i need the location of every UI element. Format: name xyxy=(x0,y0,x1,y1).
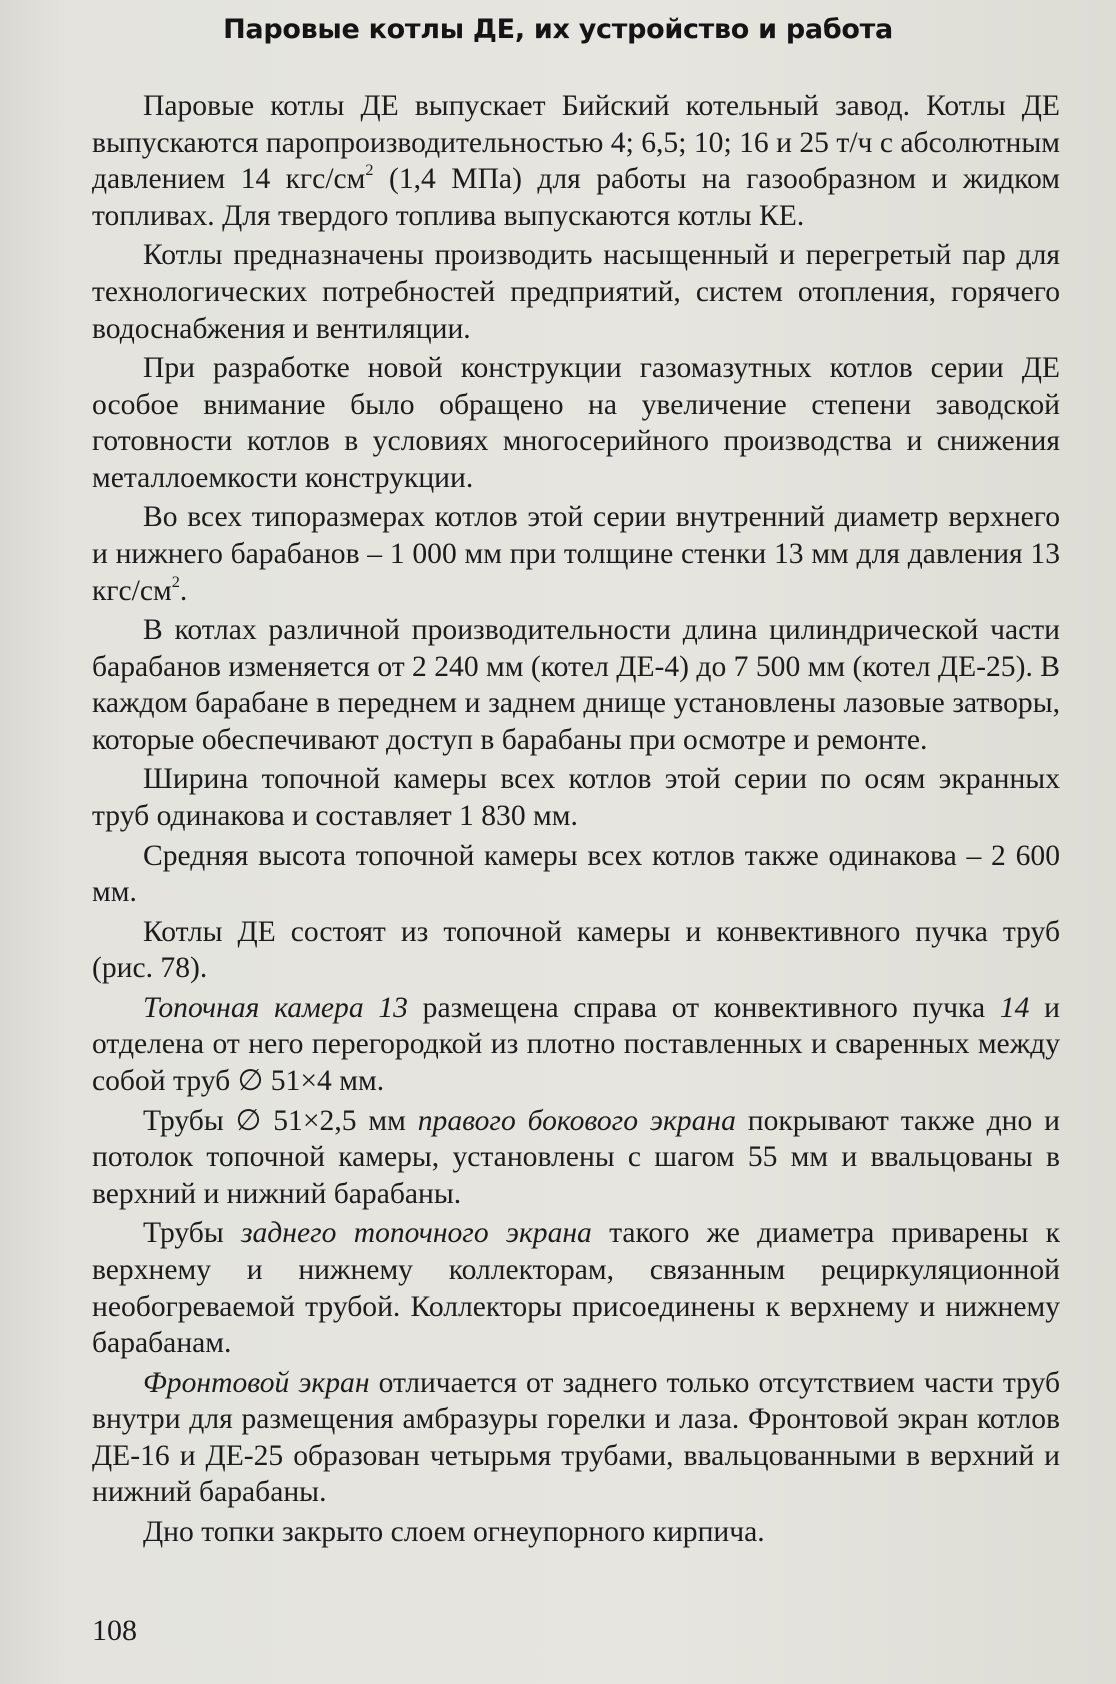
page-number: 108 xyxy=(92,1614,137,1647)
paragraph-13: Дно топки закрыто слоем огнеупорного кирпича. xyxy=(143,1516,765,1548)
paragraph-3: При разработке новой конструкции газомазутных котлов серии ДЕ особое внимание было обращено на увеличение степени заводской готовности котлов в условиях многосерийного производства и снижения металлоемкости конструкции. xyxy=(92,352,1060,494)
paragraph-4: Во всех типоразмерах котлов этой серии внутренний диаметр верхнего и нижнего барабанов – 1 000 мм при толщине стенки 13 мм для давления 13 кгс/$см^2$. xyxy=(92,501,1060,607)
paragraph-5: В котлах различной производительности длина цилиндрической части барабанов изменяется от 2 240 мм (котел ДЕ-4) до 7 500 мм (котел ДЕ-25). В каждом барабане в переднем и заднем днище установлены лазовые затворы, которые обеспечивают доступ в барабаны при осмотре и ремонте. xyxy=(92,614,1060,756)
italic-term: Фронтовой экран xyxy=(143,1366,370,1399)
superscript: 2 xyxy=(365,160,374,180)
paragraph-7: Средняя высота топочной камеры всех котлов также одинакова – 2 600 мм. xyxy=(92,839,1060,909)
italic-term: правого бокового экрана xyxy=(417,1104,736,1137)
italic-term: 14 xyxy=(999,991,1030,1024)
paragraph-10: Трубы ∅ 51×2,5 мм правого бокового экрана покрывают также дно и потолок топочной камеры, установлены с шагом 55 мм и ввальцованы в верхний и нижний барабаны. xyxy=(92,1104,1060,1210)
paragraph-11: Трубы заднего топочного экрана такого же диаметра приварены к верхнему и нижнему коллекторам, связанным рециркуляционной необогреваемой трубой. Коллекторы присоединены к верхнему и нижнему барабанам. xyxy=(92,1217,1060,1360)
paragraph-2: Котлы предназначены производить насыщенный и перегретый пар для технологических потребностей предприятий, систем отопления, горячего водоснабжения и вентиляции. xyxy=(92,239,1060,345)
italic-term: Топочная камера 13 xyxy=(143,991,408,1024)
paragraph-12: Фронтовой экран отличается от заднего только отсутствием части труб внутри для размещения амбразуры горелки и лаза. Фронтовой экран котлов ДЕ-16 и ДЕ-25 образован четырьмя трубами, ввальцованными в верхний и нижний барабаны. xyxy=(92,1366,1061,1509)
paragraph-1: Паровые котлы ДЕ выпускает Бийский котельный завод. Котлы ДЕ выпускаются паропроизводительностью 4; 6,5; 10; 16 и 25 т/ч с абсолютным давлением 14 кгс/$см^2$ (1,4 МПа) для работы на газообразном и жидком топливах. Для твердого топлива выпускаются котлы КЕ. xyxy=(92,90,1060,232)
paragraph-6: Ширина топочной камеры всех котлов этой серии по осям экранных труб одинакова и составляет 1 830 мм. xyxy=(92,763,1060,833)
superscript: 2 xyxy=(171,571,180,591)
italic-term: заднего топочного экрана xyxy=(240,1217,592,1250)
paragraph-9: Топочная камера 13 размещена справа от конвективного пучка 14 и отделена от него перегородкой из плотно поставленных и сваренных между собой труб ∅ 51×4 мм. xyxy=(92,991,1060,1098)
page-header: Паровые котлы ДЕ, их устройство и работа xyxy=(223,14,893,45)
paragraph-8: Котлы ДЕ состоят из топочной камеры и конвективного пучка труб (рис. 78). xyxy=(92,915,1060,985)
body-text xyxy=(92,88,1060,1554)
